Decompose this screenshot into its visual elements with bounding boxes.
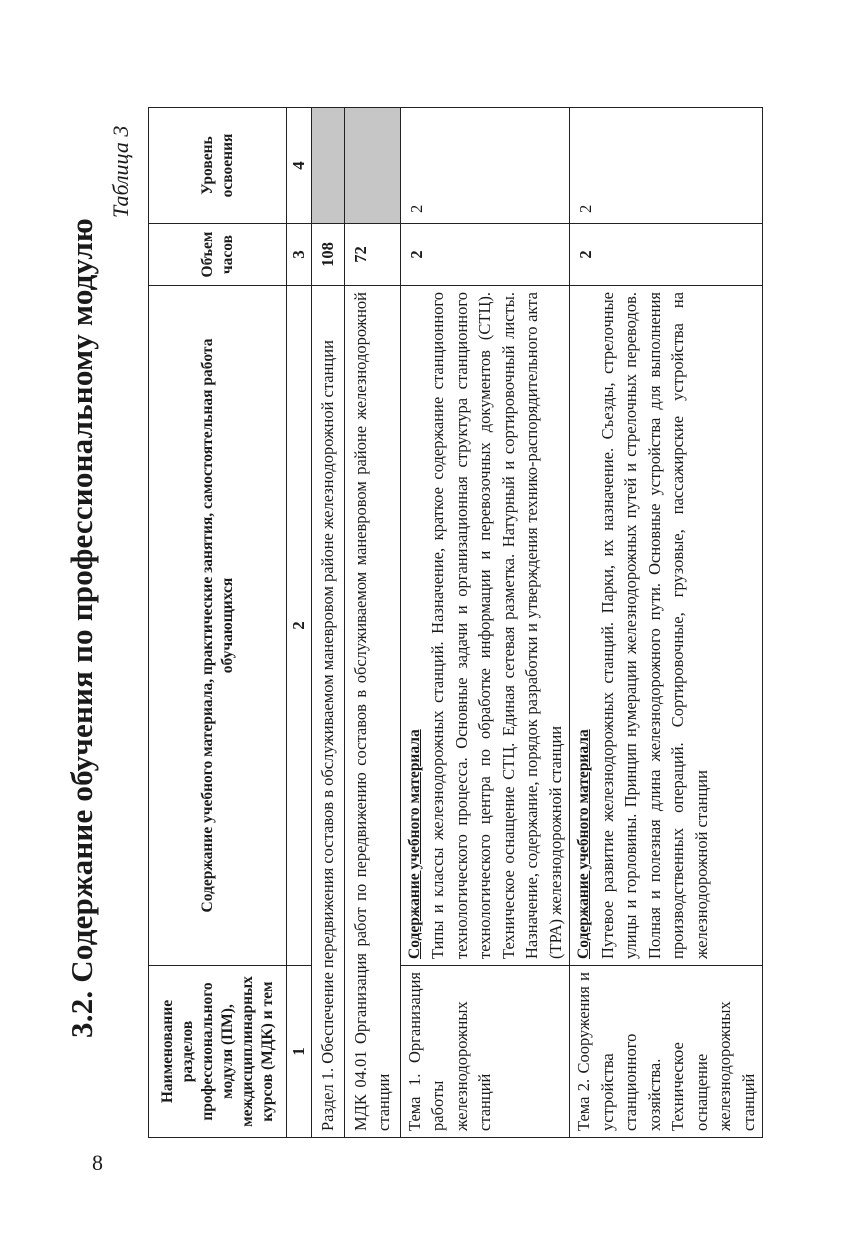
section-title: Раздел 1. Обеспечение передвижения составов в обслуживаемом маневровом районе железнодорожной станции [312, 286, 345, 1138]
topic-row [570, 108, 763, 1138]
rotated-page-content [62, 88, 797, 1148]
topic-level: 2 [570, 108, 763, 224]
topic-content-cell [400, 286, 570, 966]
topic-hours: 2 [400, 224, 570, 286]
page-number: 8 [92, 1150, 103, 1175]
curriculum-table [148, 107, 763, 1138]
topic-content-cell [570, 286, 763, 966]
topic-row [400, 108, 570, 1138]
header-col4: Уровень освоения [149, 108, 287, 224]
mdk-level-empty [344, 108, 400, 224]
page-title: 3.2. Содержание обучения по профессиональному модулю [64, 218, 99, 1038]
header-row [149, 108, 287, 1138]
column-number: 2 [287, 286, 312, 966]
column-number: 4 [287, 108, 312, 224]
topic-content: Типы и классы железнодорожных станций. Назначение, краткое содержание станционного технологического процесса. Основные задачи и организационная структура станционного технологического центра по обработке информации и перевозочных документов (СТЦ). Техническое оснащение СТЦ. Единая сетевая разметка. Натурный и сортировочный листы. Назначение, содержание, порядок разработки и утверждения технико-распорядительного акта (ТРА) железнодорожной станции [428, 292, 565, 959]
content-subheading: Содержание учебного материала [405, 729, 423, 959]
topic-content: Путевое развитие железнодорожных станций. Парки, их назначение. Съезды, стрелочные улицы и горловины. Принцип нумерации железнодорожных путей и стрелочных переводов. Полная и полезная длина железнодорожного пути. Основные устройства для выполнения производственных операций. Сортировочные, грузовые, пассажирские устройства на железнодорожной станции [597, 292, 711, 959]
header-col3: Объем часов [149, 224, 287, 286]
section-level-empty [312, 108, 345, 224]
table-label: Таблица 3 [108, 125, 133, 218]
mdk-hours: 72 [344, 224, 400, 286]
column-number: 3 [287, 224, 312, 286]
column-number: 1 [287, 966, 312, 1138]
section-hours: 108 [312, 224, 345, 286]
mdk-title: МДК 04.01 Организация работ по передвижению составов в обслуживаемом маневровом районе железнодорожной станции [344, 286, 400, 1138]
mdk-row [344, 108, 400, 1138]
topic-name: Тема 1. Организация работы железнодорожных станций [400, 966, 570, 1138]
column-number-row [287, 108, 312, 1138]
section-row [312, 108, 345, 1138]
header-col2: Содержание учебного материала, практические занятия, самостоятельная работа обучающихся [149, 286, 287, 966]
content-subheading: Содержание учебного материала [575, 729, 592, 959]
topic-name: Тема 2. Сооружения и устройства станционного хозяйства. Техническое оснащение железнодорожных станций [570, 966, 763, 1138]
topic-hours: 2 [570, 224, 763, 286]
header-col1: Наименование разделов профессионального модуля (ПМ), междисциплинарных курсов (МДК) и тем [149, 966, 287, 1138]
topic-level: 2 [400, 108, 570, 224]
